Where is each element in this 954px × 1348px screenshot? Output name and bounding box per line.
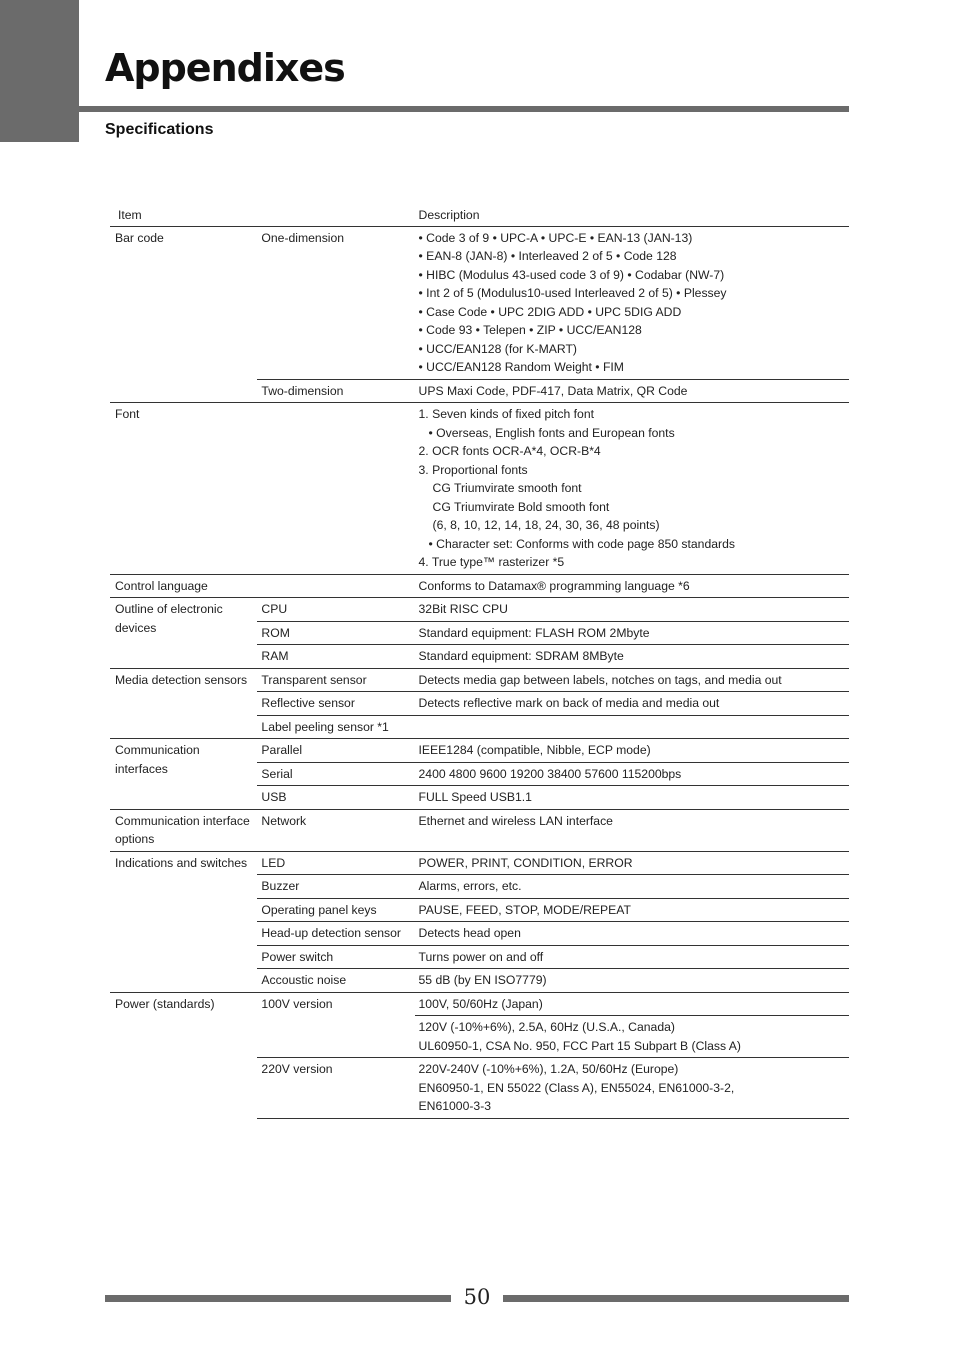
text-line: 220V-240V (-10%+6%), 1.2A, 50/60Hz (Europe)	[418, 1062, 679, 1076]
cell-value: Standard equipment: SDRAM 8MByte	[415, 645, 849, 669]
table-row	[110, 226, 849, 379]
barcode-one-dimension-list	[415, 226, 849, 379]
row-label-communication-options: Communication interface options	[110, 809, 257, 851]
cell-value	[415, 715, 849, 739]
list-item: • Int 2 of 5 (Modulus10-used Interleaved 2 of 5) • Plessey	[418, 286, 727, 300]
list-item: • Overseas, English fonts and European fonts	[428, 425, 675, 440]
cell-value: Detects head open	[415, 922, 849, 946]
table-row	[110, 598, 849, 622]
header-description: Description	[415, 206, 849, 226]
cell-value: Detects media gap between labels, notches on tags, and media out	[415, 668, 849, 692]
list-item: CG Triumvirate smooth font	[432, 481, 582, 495]
sub-label: LED	[257, 851, 414, 875]
list-item: • EAN-8 (JAN-8) • Interleaved 2 of 5 • Code 128	[418, 249, 677, 263]
sub-label: Parallel	[257, 739, 414, 763]
cell-value: IEEE1284 (compatible, Nibble, ECP mode)	[415, 739, 849, 763]
sub-label: USB	[257, 786, 414, 810]
header-item: Item	[110, 206, 415, 226]
cell-value: 55 dB (by EN ISO7779)	[415, 969, 849, 993]
sub-label: Operating panel keys	[257, 898, 414, 922]
table-row	[110, 992, 849, 1016]
list-item: • UCC/EAN128 (for K-MART)	[418, 341, 577, 356]
sub-label: Power switch	[257, 945, 414, 969]
sub-label: 100V version	[257, 992, 414, 1058]
list-item: 3. Proportional fonts	[418, 462, 528, 477]
cell-value: 100V, 50/60Hz (Japan)	[415, 992, 849, 1016]
row-label-electronic-devices: Outline of electronic devices	[110, 598, 257, 669]
row-label-font: Font	[110, 403, 257, 575]
list-item: • Case Code • UPC 2DIG ADD • UPC 5DIG ADD	[418, 304, 682, 319]
sub-label: Accoustic noise	[257, 969, 414, 993]
sub-label: Transparent sensor	[257, 668, 414, 692]
table-row	[110, 739, 849, 763]
cell-value: Ethernet and wireless LAN interface	[415, 809, 849, 851]
cell-value: FULL Speed USB1.1	[415, 786, 849, 810]
cell-value: Detects reflective mark on back of media and media out	[415, 692, 849, 716]
list-item: • Character set: Conforms with code page 850 standards	[428, 536, 735, 551]
list-item: (6, 8, 10, 12, 14, 18, 24, 30, 36, 48 points)	[432, 518, 660, 532]
row-label-indications: Indications and switches	[110, 851, 257, 992]
sub-label: ROM	[257, 621, 414, 645]
sub-label: Network	[257, 809, 414, 851]
list-item: • Code 3 of 9 • UPC-A • UPC-E • EAN-13 (JAN-13)	[418, 230, 693, 245]
table-row	[110, 574, 849, 598]
cell-value	[415, 1016, 849, 1058]
sub-label-two-dimension: Two-dimension	[257, 379, 414, 403]
control-language-value: Conforms to Datamax® programming language *6	[415, 574, 849, 598]
list-item: CG Triumvirate Bold smooth font	[432, 499, 610, 514]
cell-value: 32Bit RISC CPU	[415, 598, 849, 622]
title-rule	[79, 106, 849, 112]
text-line: 120V (-10%+6%), 2.5A, 60Hz (U.S.A., Canada)	[418, 1020, 675, 1034]
cell-value	[415, 1058, 849, 1119]
row-label-communication: Communication interfaces	[110, 739, 257, 810]
sub-label: Buzzer	[257, 875, 414, 899]
sub-label: Reflective sensor	[257, 692, 414, 716]
table-row	[110, 851, 849, 875]
page-title: Appendixes	[105, 46, 345, 90]
sub-label: Serial	[257, 762, 414, 786]
table-row	[110, 403, 849, 575]
footer-rule-right	[503, 1295, 849, 1302]
sub-label: CPU	[257, 598, 414, 622]
specifications-table	[110, 206, 849, 1119]
cell-value: 2400 4800 9600 19200 38400 57600 115200bps	[415, 762, 849, 786]
table-row	[110, 668, 849, 692]
sub-label: RAM	[257, 645, 414, 669]
list-item: 4. True type™ rasterizer *5	[418, 555, 565, 569]
cell-value: Turns power on and off	[415, 945, 849, 969]
row-label-media-sensors: Media detection sensors	[110, 668, 257, 739]
sub-label-one-dimension: One-dimension	[257, 226, 414, 379]
list-item: • UCC/EAN128 Random Weight • FIM	[418, 360, 624, 374]
cell-value: POWER, PRINT, CONDITION, ERROR	[415, 851, 849, 875]
list-item: • HIBC (Modulus 43-used code 3 of 9) • Codabar (NW-7)	[418, 267, 725, 282]
section-title: Specifications	[105, 121, 214, 138]
sub-label: 220V version	[257, 1058, 414, 1119]
row-label-barcode: Bar code	[110, 226, 257, 403]
font-list	[415, 403, 849, 575]
text-line: EN61000-3-3	[418, 1099, 492, 1113]
page-number: 50	[463, 1285, 491, 1309]
text-line: EN60950-1, EN 55022 (Class A), EN55024, EN61000-3-2,	[418, 1080, 735, 1095]
row-label-control-language: Control language	[110, 574, 415, 598]
sub-label: Label peeling sensor *1	[257, 715, 414, 739]
table-header-row	[110, 206, 849, 226]
text-line: UL60950-1, CSA No. 950, FCC Part 15 Subpart B (Class A)	[418, 1038, 741, 1053]
table-row	[110, 809, 849, 851]
cell-value: Standard equipment: FLASH ROM 2Mbyte	[415, 621, 849, 645]
corner-tab-block	[0, 0, 79, 142]
cell-value: PAUSE, FEED, STOP, MODE/REPEAT	[415, 898, 849, 922]
cell-value: Alarms, errors, etc.	[415, 875, 849, 899]
list-item: 2. OCR fonts OCR-A*4, OCR-B*4	[418, 444, 601, 458]
sub-label: Head-up detection sensor	[257, 922, 414, 946]
two-dimension-value: UPS Maxi Code, PDF-417, Data Matrix, QR Code	[415, 379, 849, 403]
row-label-power: Power (standards)	[110, 992, 257, 1118]
list-item: • Code 93 • Telepen • ZIP • UCC/EAN128	[418, 323, 642, 337]
footer-rule-left	[105, 1295, 451, 1302]
list-item: 1. Seven kinds of fixed pitch font	[418, 407, 595, 421]
